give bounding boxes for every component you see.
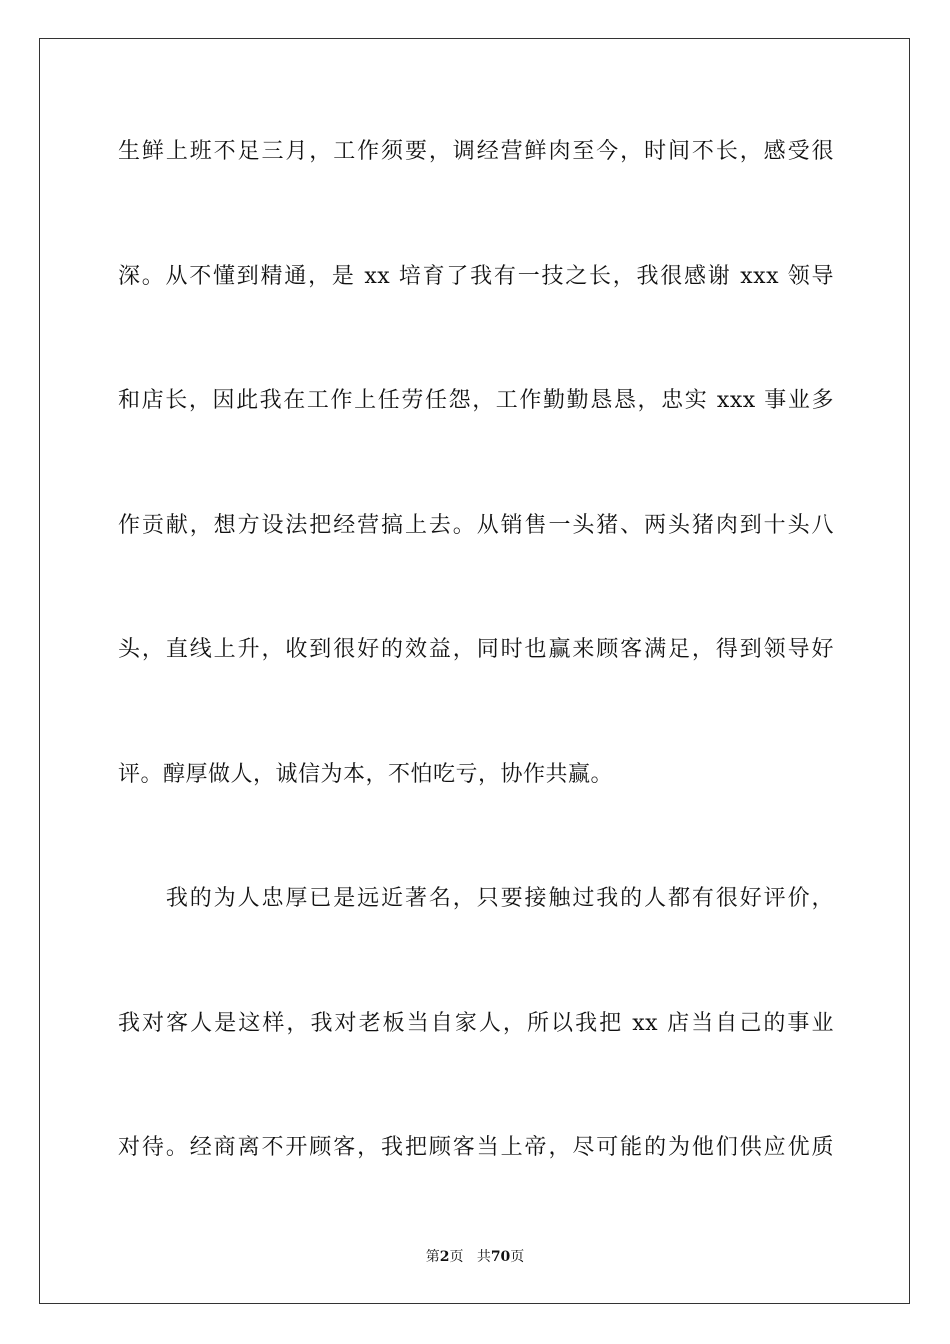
total-prefix: 共 bbox=[476, 1249, 491, 1265]
page-current: 2 bbox=[439, 1249, 450, 1265]
text-line: 生鲜上班不足三月，工作须要，调经营鲜肉至今，时间不长，感受很 bbox=[118, 139, 834, 164]
text-line: 头，直线上升，收到很好的效益，同时也赢来顾客满足，得到领导好 bbox=[118, 637, 834, 662]
text-line: 和店长，因此我在工作上任劳任怨，工作勤勤恳恳，忠实 xxx 事业多 bbox=[118, 388, 834, 413]
text-line: 评。醇厚做人，诚信为本，不怕吃亏，协作共赢。 bbox=[118, 762, 614, 787]
page-unit: 页 bbox=[449, 1249, 464, 1265]
text-line: 我的为人忠厚已是远近著名，只要接触过我的人都有很好评价， bbox=[118, 886, 834, 911]
text-line: 我对客人是这样，我对老板当自家人，所以我把 xx 店当自己的事业 bbox=[118, 1011, 834, 1036]
text-line: 对待。经商离不开顾客，我把顾客当上帝，尽可能的为他们供应优质 bbox=[118, 1135, 834, 1160]
total-unit: 页 bbox=[510, 1249, 525, 1265]
text-line: 深。从不懂到精通，是 xx 培育了我有一技之长，我很感谢 xxx 领导 bbox=[118, 264, 834, 289]
page-prefix: 第 bbox=[425, 1249, 440, 1265]
page-border bbox=[39, 38, 910, 1304]
text-line: 作贡献，想方设法把经营搞上去。从销售一头猪、两头猪肉到十头八 bbox=[118, 513, 834, 538]
page-footer bbox=[0, 1247, 950, 1267]
page-total: 70 bbox=[490, 1249, 511, 1265]
